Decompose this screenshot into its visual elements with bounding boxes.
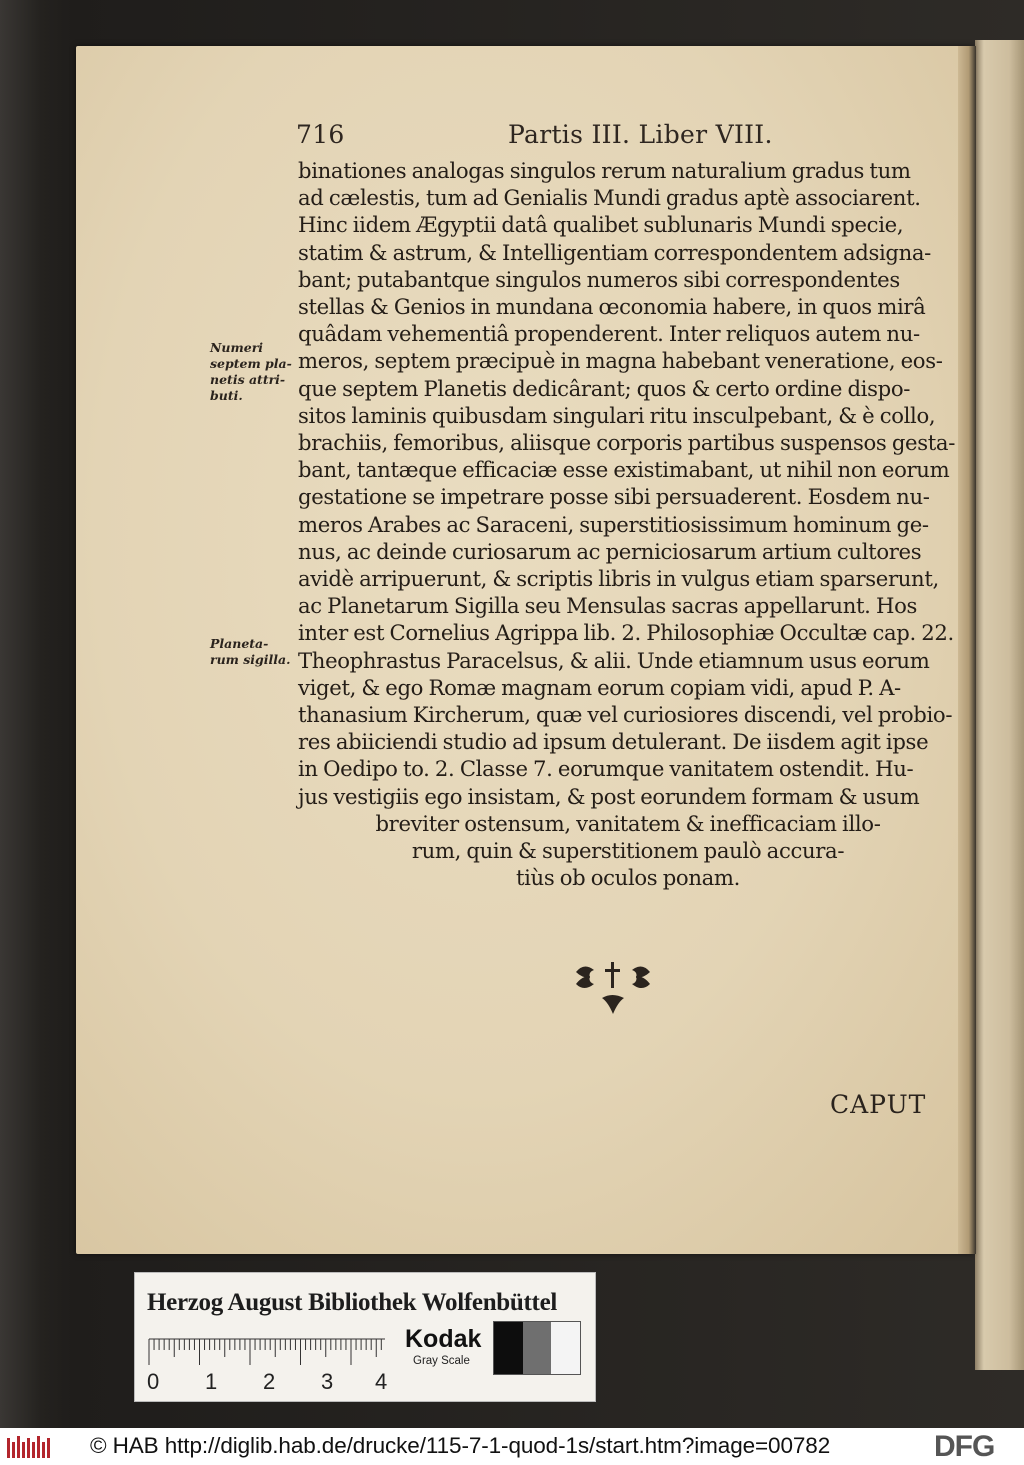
kodak-brand: Kodak — [405, 1325, 482, 1353]
text-line: jus vestigiis ego insistam, & post eorundem formam & usum — [298, 783, 920, 809]
text-line: sitos laminis quibusdam singulari ritu insculpebant, & è collo, — [298, 402, 936, 428]
fleuron-ornament-icon — [568, 958, 658, 1018]
margin-note-line: septem pla- — [210, 356, 292, 371]
ruler-number: 0 — [147, 1369, 160, 1394]
swatch-white — [551, 1322, 580, 1374]
text-line: bant, tantæque efficaciæ esse existimabant, ut nihil non eorum — [298, 457, 950, 483]
dfg-logo: DFG — [934, 1430, 995, 1463]
text-line-tail: breviter ostensum, vanitatem & inefficaciam illo- — [375, 810, 881, 836]
text-line: nus, ac deinde curiosarum ac perniciosarum artium cultores — [298, 538, 922, 564]
margin-note-line: Planeta- — [210, 636, 269, 651]
text-line: gestatione se impetrare posse sibi persuaderent. Eosdem nu- — [298, 484, 930, 510]
ruler-number: 1 — [205, 1369, 218, 1394]
text-line: binationes analogas singulos rerum naturalium gradus tum — [298, 158, 911, 183]
text-line: avidè arripuerunt, & scriptis libris in vulgus etiam sparserunt, — [298, 566, 939, 592]
gray-swatches — [493, 1321, 581, 1375]
text-line: thanasium Kircherum, quæ vel curiosiores discendi, vel probio- — [298, 702, 953, 728]
text-line: inter est Cornelius Agrippa lib. 2. Philosophiæ Occultæ cap. 22. — [298, 620, 954, 646]
page-number: 716 — [296, 120, 345, 149]
margin-note-numeri — [210, 340, 292, 404]
footer-bar — [0, 1428, 1024, 1465]
body-text — [298, 157, 958, 891]
gray-scale-label: Gray Scale — [413, 1355, 470, 1367]
text-line: res abiiciendi studio ad ipsum detulerant. De iisdem agit ipse — [298, 729, 929, 755]
margin-note-line: Numeri — [210, 340, 264, 355]
margin-note-line: buti. — [210, 388, 243, 403]
text-line-tail: tiùs ob oculos ponam. — [515, 865, 741, 891]
text-line: meros, septem præcipuè in magna habebant veneratione, eos- — [298, 348, 943, 374]
text-line: brachiis, femoribus, aliisque corporis partibus suspensos gesta- — [298, 430, 955, 456]
text-line: statim & astrum, & Intelligentiam correspondentem adsigna- — [298, 239, 931, 265]
page-gutter-shadow — [958, 46, 976, 1254]
text-line: ac Planetarum Sigilla seu Mensulas sacras appellarunt. Hos — [298, 593, 918, 619]
adjacent-page-edge — [975, 40, 1024, 1370]
swatch-black — [494, 1322, 523, 1374]
text-line-tail: rum, quin & superstitionem paulò accura- — [411, 838, 845, 864]
ruler-number: 2 — [263, 1369, 276, 1394]
text-line: in Oedipo to. 2. Classe 7. eorumque vanitatem ostendit. Hu- — [298, 756, 914, 782]
copyright-url[interactable]: © HAB http://diglib.hab.de/drucke/115-7-1-quod-1s/start.htm?image=00782 — [90, 1433, 831, 1458]
text-line: stellas & Genios in mundana œconomia habere, in quos mirâ — [298, 294, 926, 320]
text-line: Hinc iidem Ægyptii datâ qualibet sublunaris Mundi specie, — [298, 212, 904, 238]
text-line: meros Arabes ac Saraceni, superstitiosissimum hominum ge- — [298, 511, 929, 537]
margin-note-line: rum sigilla. — [210, 652, 291, 667]
text-line: quâdam vehementiâ propenderent. Inter reliquos autem nu- — [298, 321, 920, 347]
hab-logo-icon — [6, 1434, 52, 1460]
text-line: viget, & ego Romæ magnam eorum copiam vidi, apud P. A- — [298, 674, 901, 700]
ruler-number: 3 — [321, 1369, 334, 1394]
text-line: que septem Planetis dedicârant; quos & certo ordine dispo- — [298, 375, 911, 401]
ruler-numbers — [147, 1369, 387, 1393]
catchword: CAPUT — [830, 1090, 927, 1119]
text-line: ad cælestis, tum ad Genialis Mundi gradus aptè associarent. — [298, 185, 921, 211]
text-line: bant; putabantque singulos numeros sibi correspondentes — [298, 266, 900, 292]
library-name: Herzog August Bibliothek Wolfenbüttel — [147, 1289, 558, 1316]
ruler-number: 4 — [375, 1369, 388, 1394]
swatch-gray — [523, 1322, 552, 1374]
running-head-title: Partis III. Liber VIII. — [508, 120, 773, 149]
reference-color-card — [134, 1272, 596, 1402]
margin-note-planetarum — [210, 636, 290, 668]
text-line: Theophrastus Paracelsus, & alii. Unde etiamnum usus eorum — [298, 647, 930, 673]
margin-note-line: netis attri- — [210, 372, 286, 387]
